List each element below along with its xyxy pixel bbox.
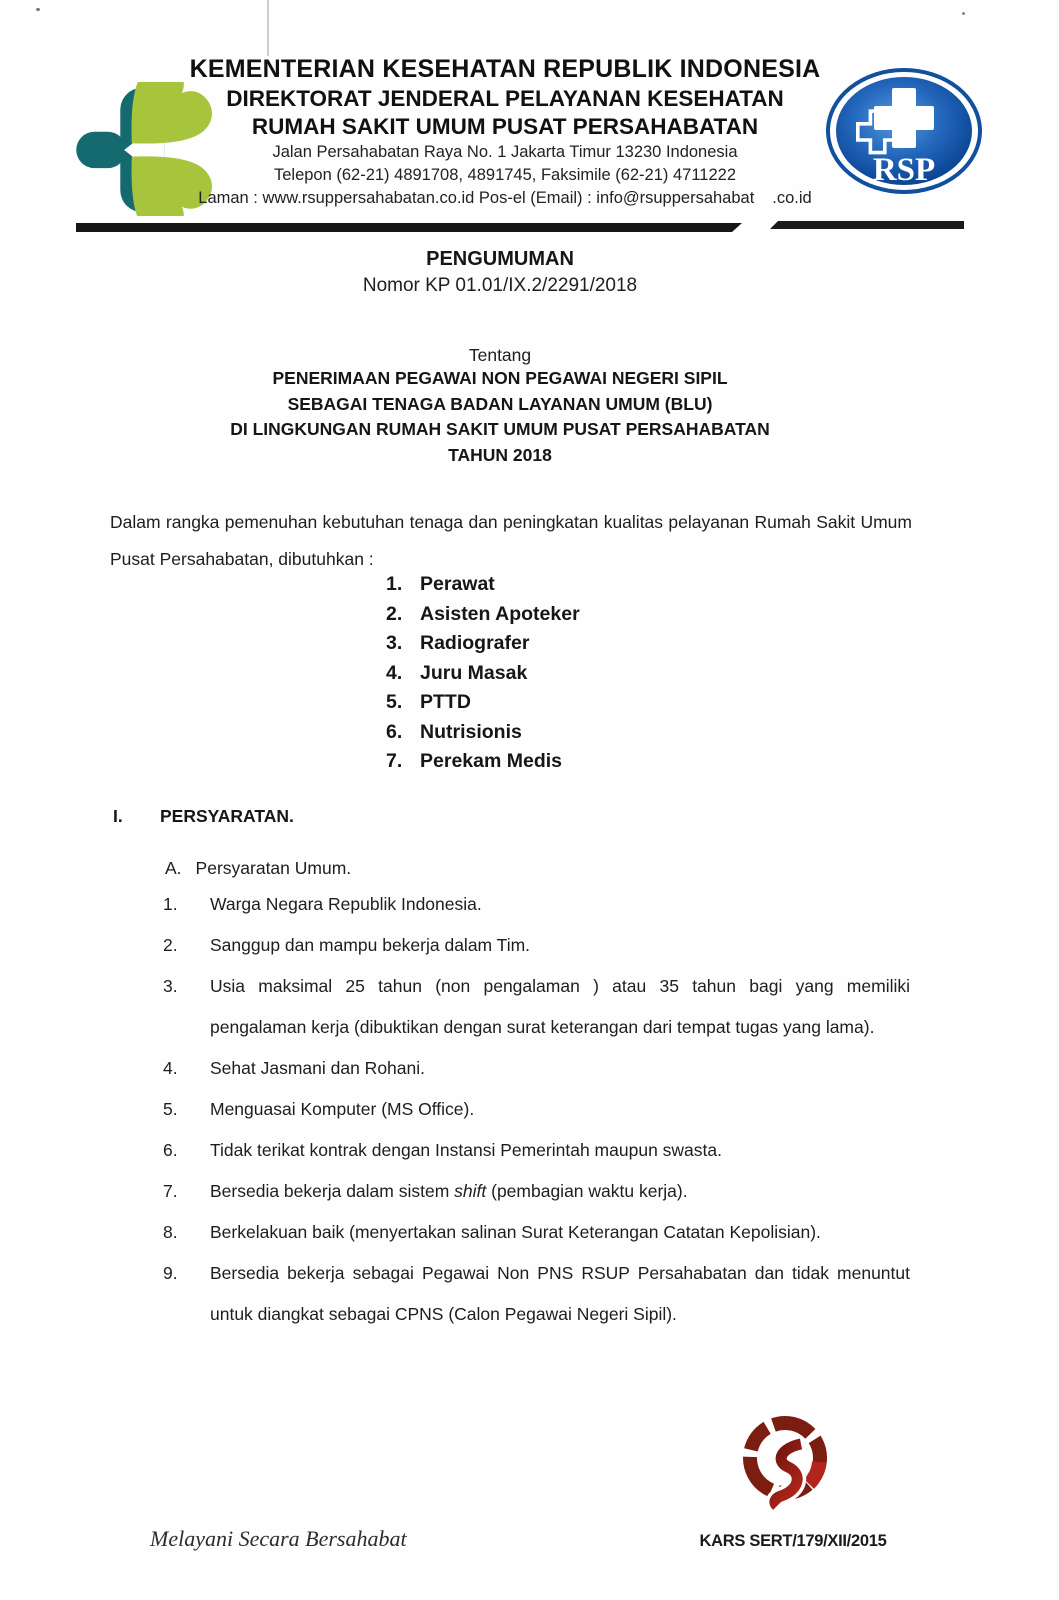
requirement-text: Berkelakuan baik (menyertakan salinan Surat Keterangan Catatan Kepolisian).	[210, 1222, 821, 1242]
requirement-number: 9.	[163, 1263, 178, 1283]
subject-line: PENERIMAAN PEGAWAI NON PEGAWAI NEGERI SIPIL	[272, 368, 728, 388]
requirement-text: Bersedia bekerja sebagai Pegawai Non PNS RSUP Persahabatan dan tidak menuntut untuk diangkat sebagai CPNS (Calon Pegawai Negeri Sipil).	[210, 1263, 910, 1324]
announcement-heading	[0, 246, 1000, 468]
requirement-number: 8.	[163, 1222, 178, 1242]
position-number: 6.	[386, 720, 403, 743]
requirement-item	[163, 1212, 910, 1253]
announcement-title: PENGUMUMAN	[426, 248, 574, 270]
position-item	[386, 688, 580, 718]
hospital-motto: Melayani Secara Bersahabat	[150, 1526, 407, 1551]
position-label: Radiografer	[420, 632, 530, 654]
requirement-item	[163, 1171, 910, 1212]
kars-accreditation-logo-icon	[731, 1408, 843, 1530]
position-label: Perawat	[420, 573, 495, 595]
scan-speck	[36, 8, 40, 11]
position-item	[386, 570, 580, 600]
requirement-number: 1.	[163, 894, 178, 914]
positions-list	[386, 570, 580, 777]
subsection-a-heading	[165, 858, 351, 879]
position-item	[386, 600, 580, 630]
requirement-text: Sehat Jasmani dan Rohani.	[210, 1058, 425, 1078]
requirement-item	[163, 966, 910, 1048]
position-number: 7.	[386, 750, 403, 772]
requirement-number: 7.	[163, 1181, 178, 1201]
position-number: 3.	[386, 632, 403, 654]
announcement-subject	[0, 366, 1000, 468]
scan-speck	[962, 12, 965, 15]
requirement-text: Menguasai Komputer (MS Office).	[210, 1099, 475, 1119]
address-line: Jalan Persahabatan Raya No. 1 Jakarta Timur 13230 Indonesia	[272, 143, 738, 161]
rsp-label: RSP	[872, 152, 936, 188]
requirement-number: 3.	[163, 976, 178, 996]
phone-line: Telepon (62-21) 4891708, 4891745, Faksimile (62-21) 4711222	[273, 166, 736, 184]
rsp-hospital-logo-icon	[826, 68, 982, 194]
requirement-text: Sanggup dan mampu bekerja dalam Tim.	[210, 935, 531, 955]
position-number: 4.	[386, 661, 403, 684]
requirement-item	[163, 1089, 910, 1130]
position-label: Perekam Medis	[420, 750, 562, 772]
requirement-item	[163, 1130, 910, 1171]
subsection-label: A.	[165, 858, 182, 878]
position-item	[386, 747, 580, 777]
requirement-text-italic: shift	[454, 1181, 487, 1201]
header-separator-bar	[76, 223, 742, 232]
letterhead	[160, 54, 850, 210]
position-number: 5.	[386, 691, 403, 713]
requirement-text: Tidak terikat kontrak dengan Instansi Pemerintah maupun swasta.	[210, 1140, 722, 1160]
position-item	[386, 629, 580, 659]
intro-paragraph: Dalam rangka pemenuhan kebutuhan tenaga dan peningkatan kualitas pelayanan Rumah Sakit Umum Pusat Persahabatan, dibutuhkan :	[110, 511, 912, 569]
requirement-number: 5.	[163, 1099, 178, 1119]
requirement-text: Usia maksimal 25 tahun (non pengalaman ) atau 35 tahun bagi yang memiliki pengalaman kerja (dibuktikan dengan surat keterangan dari tempat tugas yang lama).	[210, 976, 910, 1037]
requirement-number: 2.	[163, 935, 178, 955]
position-item	[386, 659, 580, 689]
requirement-text	[210, 1171, 910, 1212]
requirement-number: 6.	[163, 1140, 178, 1160]
section-numeral: I.	[113, 806, 123, 826]
scan-artifact-line	[267, 0, 269, 56]
requirement-item	[163, 884, 910, 925]
position-label: Asisten Apoteker	[420, 602, 580, 625]
section-1-heading	[113, 806, 913, 827]
subsection-title: Persyaratan Umum.	[195, 858, 352, 878]
requirements-list	[163, 884, 910, 1335]
requirement-text-after: (pembagian waktu kerja).	[486, 1181, 688, 1201]
directorate-name: DIREKTORAT JENDERAL PELAYANAN KESEHATAN	[226, 86, 784, 111]
requirement-number: 4.	[163, 1058, 178, 1078]
announcement-number: Nomor KP 01.01/IX.2/2291/2018	[362, 275, 638, 296]
hospital-name: RUMAH SAKIT UMUM PUSAT PERSAHABATAN	[251, 114, 759, 139]
header-separator-bar-segment	[770, 221, 964, 229]
position-label: Juru Masak	[420, 661, 528, 684]
requirement-item	[163, 1253, 910, 1335]
position-number: 1.	[386, 573, 403, 595]
position-number: 2.	[386, 602, 403, 625]
subject-line: TAHUN 2018	[448, 444, 552, 465]
section-title: PERSYARATAN.	[160, 806, 294, 826]
requirement-text: Warga Negara Republik Indonesia.	[210, 894, 482, 914]
website-text: Laman : www.rsuppersahabatan.co.id Pos-el (Email) : info@rsuppersahabat	[198, 189, 755, 207]
ministry-name: KEMENTERIAN KESEHATAN REPUBLIK INDONESIA	[189, 55, 821, 83]
website-suffix: .co.id	[772, 189, 812, 207]
requirement-item	[163, 925, 910, 966]
requirement-item	[163, 1048, 910, 1089]
position-label: PTTD	[420, 691, 471, 713]
position-item	[386, 718, 580, 748]
requirement-text-before: Bersedia bekerja dalam sistem	[210, 1181, 455, 1201]
subject-line: SEBAGAI TENAGA BADAN LAYANAN UMUM (BLU)	[287, 393, 713, 414]
kars-certificate-number: KARS SERT/179/XII/2015	[699, 1532, 887, 1550]
subject-line: DI LINGKUNGAN RUMAH SAKIT UMUM PUSAT PERSAHABATAN	[230, 419, 770, 439]
position-label: Nutrisionis	[420, 720, 522, 743]
about-label: Tentang	[468, 345, 532, 365]
website-line	[160, 187, 850, 210]
